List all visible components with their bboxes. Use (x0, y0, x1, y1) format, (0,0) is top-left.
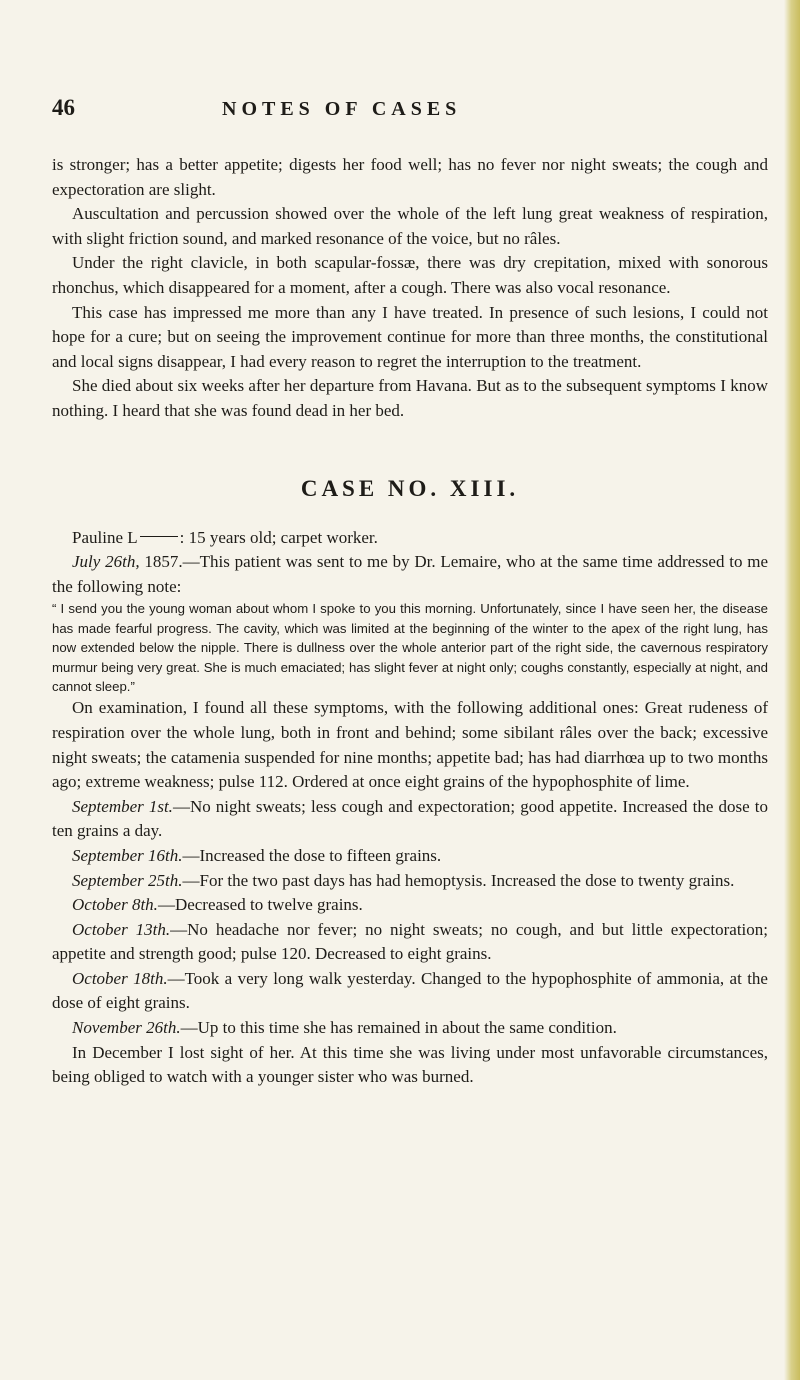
entry-text: —Increased the dose to fifteen grains. (182, 845, 442, 865)
entry-text: —Up to this time she has remained in about the same condition. (180, 1018, 617, 1038)
case-entry (52, 795, 768, 844)
patient-name: Pauline L (72, 527, 138, 547)
entry-text: —Took a very long walk yesterday. Changed to the hypophosphite of ammonia, at the dose of eight grains. (52, 968, 768, 1013)
intro-paragraph: is stronger; has a better appetite; digests her food well; has no fever nor night sweats; the cough and expectoration are slight. (52, 155, 768, 199)
intro-paragraph: She died about six weeks after her departure from Havana. But as to the subsequent symptoms I know nothing. I heard that she was found dead in her bed. (52, 376, 768, 420)
entry-date: October 18th. (72, 968, 168, 988)
intro-paragraph: This case has impressed me more than any I have treated. In presence of such lesions, I could not hope for a cure; but on seeing the improvement continue for more than three months, the constitutional and local signs disappear, I had every reason to regret the interruption to the treatment. (52, 302, 768, 371)
entry-text: —No headache nor fever; no night sweats; no cough, and but little expectoration; appetite and strength good; pulse 120. Decreased to eight grains. (52, 919, 768, 964)
entry-text: —No night sweats; less cough and expectoration; good appetite. Increased the dose to ten grains a day. (52, 796, 768, 841)
name-blank-rule (140, 536, 178, 537)
entry-date: July 26th, (72, 552, 140, 572)
page-edge (784, 0, 800, 1380)
patient-details: : 15 years old; carpet worker. (179, 527, 378, 547)
entry-date: September 25th. (72, 870, 183, 890)
entry-text: —Decreased to twelve grains. (157, 895, 363, 915)
running-title: NOTES OF CASES (222, 98, 462, 120)
entry-date: October 13th. (72, 919, 171, 939)
book-page (52, 95, 768, 1090)
case-entry (52, 893, 768, 918)
patient-line (52, 526, 768, 551)
quoted-note: “ I send you the young woman about whom I spoke to you this morning. Unfortunately, since I have seen her, the disease has made fearful progress. The cavity, which was limited at the beginning of the winter to the apex of the right lung, has now extended below the nipple. There is dullness over the whole anterior part of the right side, the cavernous respiratory murmur being very great. She is much emaciated; has slight fever at night only; coughs constantly, especially at night, and cannot sleep.” (52, 601, 768, 694)
entry-date: November 26th. (72, 1018, 181, 1038)
case-title: CASE NO. XIII. (300, 475, 520, 501)
examination-paragraph: On examination, I found all these symptoms, with the following additional ones: Great rudeness of respiration over the whole lung, both in front and behind; some sibilant râles over the back; excessive night sweats; the catamenia suspended for nine months; appetite bad; has had diarrhœa up to two months ago; extreme weakness; pulse 112. Ordered at once eight grains of the hypophosphite of lime. (52, 698, 768, 792)
intro-paragraph: Under the right clavicle, in both scapular-fossæ, there was dry crepitation, mixed with sonorous rhonchus, which disappeared for a moment, after a cough. There was also vocal resonance. (52, 253, 768, 297)
entry-text: 1857.—This patient was sent to me by Dr. Lemaire, who at the same time addressed to me the following note: (52, 552, 768, 596)
page-number: 46 (52, 95, 75, 120)
case-opening (52, 550, 768, 599)
entry-date: October 8th. (72, 895, 158, 915)
entry-date: September 16th. (72, 845, 183, 865)
case-entry (52, 967, 768, 1016)
intro-paragraph: Auscultation and percussion showed over the whole of the left lung great weakness of respiration, with slight friction sound, and marked resonance of the voice, but no râles. (52, 204, 768, 248)
case-entry (52, 1016, 768, 1041)
entry-text: —For the two past days has had hemoptysis. Increased the dose to twenty grains. (182, 870, 735, 890)
closing-paragraph: In December I lost sight of her. At this time she was living under most unfavorable circumstances, being obliged to watch with a younger sister who was burned. (52, 1042, 768, 1087)
case-entry (52, 918, 768, 967)
case-entry (52, 844, 768, 869)
page-header (52, 95, 768, 125)
case-entry (52, 869, 768, 894)
entry-date: September 1st. (72, 796, 173, 816)
